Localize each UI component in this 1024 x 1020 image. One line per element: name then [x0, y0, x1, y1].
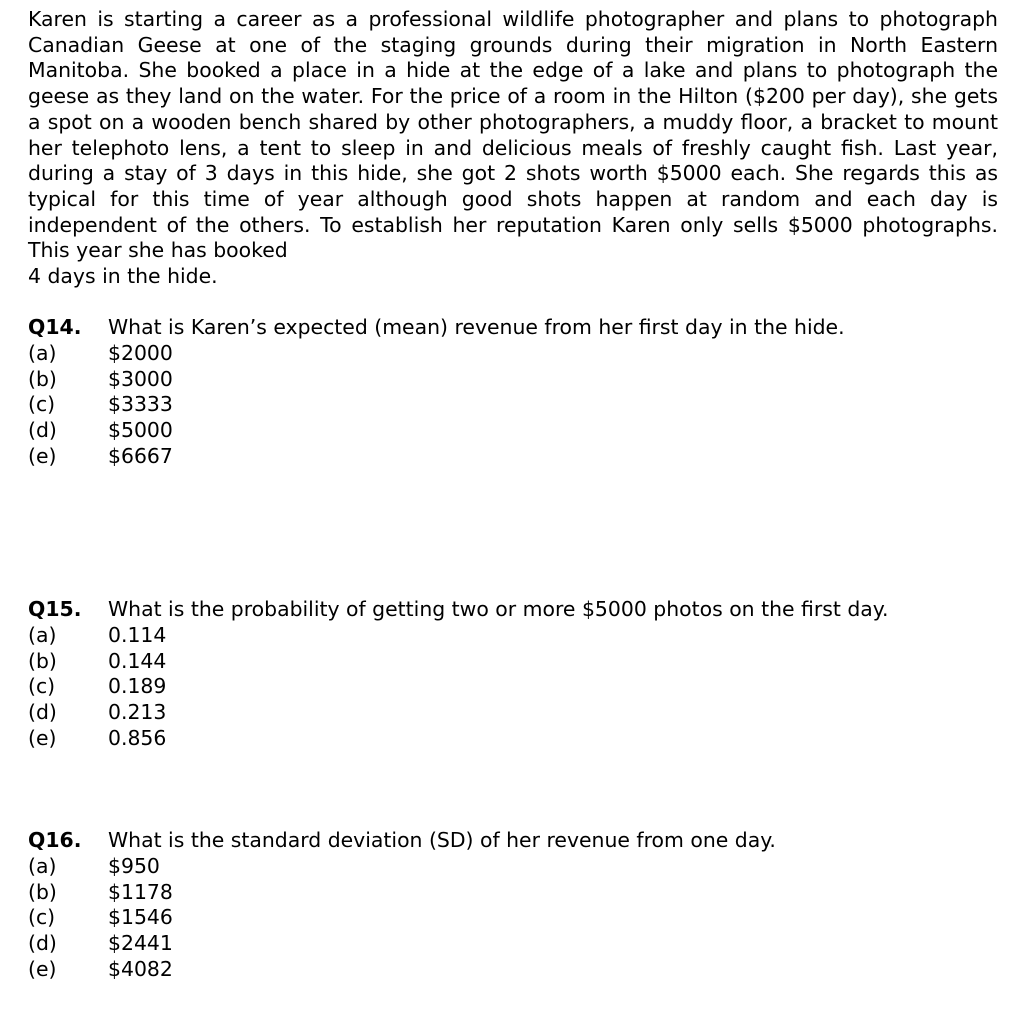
option-text: 0.114 [108, 622, 167, 647]
answer-option [28, 880, 998, 906]
option-letter: (a) [28, 622, 57, 647]
option-text: 0.144 [108, 648, 167, 673]
option-letter: (c) [28, 905, 56, 930]
option-text: 0.213 [108, 700, 167, 725]
option-text: 0.189 [108, 674, 167, 699]
question-header [28, 315, 998, 341]
answer-option [28, 444, 998, 470]
answer-option [28, 931, 998, 957]
option-text: $950 [108, 853, 160, 878]
option-letter: (d) [28, 931, 57, 956]
answer-option [28, 418, 998, 444]
question-text: What is Karen’s expected (mean) revenue from her first day in the hide. [108, 315, 845, 339]
answer-option [28, 649, 998, 675]
answer-option [28, 623, 998, 649]
option-text: $3333 [108, 392, 173, 417]
option-letter: (b) [28, 879, 57, 904]
option-letter: (a) [28, 853, 57, 878]
answer-option [28, 905, 998, 931]
question-header [28, 828, 998, 854]
option-letter: (d) [28, 418, 57, 443]
question-text: What is the standard deviation (SD) of her revenue from one day. [108, 828, 776, 852]
question-header [28, 597, 998, 623]
option-letter: (a) [28, 340, 57, 365]
problem-intro: Karen is starting a career as a professional wildlife photographer and plans to photograph Canadian Geese at one of the staging grounds during their migration in North Eastern Manitoba. She booked a place in a hide at the edge of a lake and plans to photograph the geese as they land on the water. For the price of a room in the Hilton ($200 per day), she gets a spot on a wooden bench shared by other photographers, a muddy floor, a bracket to mount her telephoto lens, a tent to sleep in and delicious meals of freshly caught fish. Last year, during a stay of 3 days in this hide, she got 2 shots worth $5000 each. She regards this as typical for this time of year although good shots happen at random and each day is independent of the others. To establish her reputation Karen only sells $5000 photographs. This year she has booked 4 days in the hide. [28, 7, 998, 289]
question-number: Q15. [28, 597, 82, 621]
question-q15 [28, 597, 998, 752]
option-text: $3000 [108, 366, 173, 391]
option-letter: (e) [28, 956, 57, 981]
answer-option [28, 392, 998, 418]
question-text: What is the probability of getting two or more $5000 photos on the first day. [108, 597, 889, 621]
answer-option [28, 700, 998, 726]
option-text: $5000 [108, 418, 173, 443]
question-q14 [28, 315, 998, 470]
option-letter: (d) [28, 700, 57, 725]
option-text: 0.856 [108, 725, 167, 750]
answer-option [28, 957, 998, 983]
option-text: $6667 [108, 443, 173, 468]
option-letter: (b) [28, 366, 57, 391]
document-page [28, 7, 998, 981]
option-letter: (e) [28, 443, 57, 468]
question-q16 [28, 828, 998, 983]
answer-option [28, 726, 998, 752]
option-text: $2441 [108, 931, 173, 956]
option-text: $4082 [108, 956, 173, 981]
answer-option [28, 674, 998, 700]
question-number: Q16. [28, 828, 82, 852]
answer-option [28, 367, 998, 393]
answer-option [28, 854, 998, 880]
option-letter: (c) [28, 392, 56, 417]
option-text: $1546 [108, 905, 173, 930]
option-text: $1178 [108, 879, 173, 904]
answer-option [28, 341, 998, 367]
option-letter: (c) [28, 674, 56, 699]
option-text: $2000 [108, 340, 173, 365]
option-letter: (b) [28, 648, 57, 673]
option-letter: (e) [28, 725, 57, 750]
question-number: Q14. [28, 315, 82, 339]
